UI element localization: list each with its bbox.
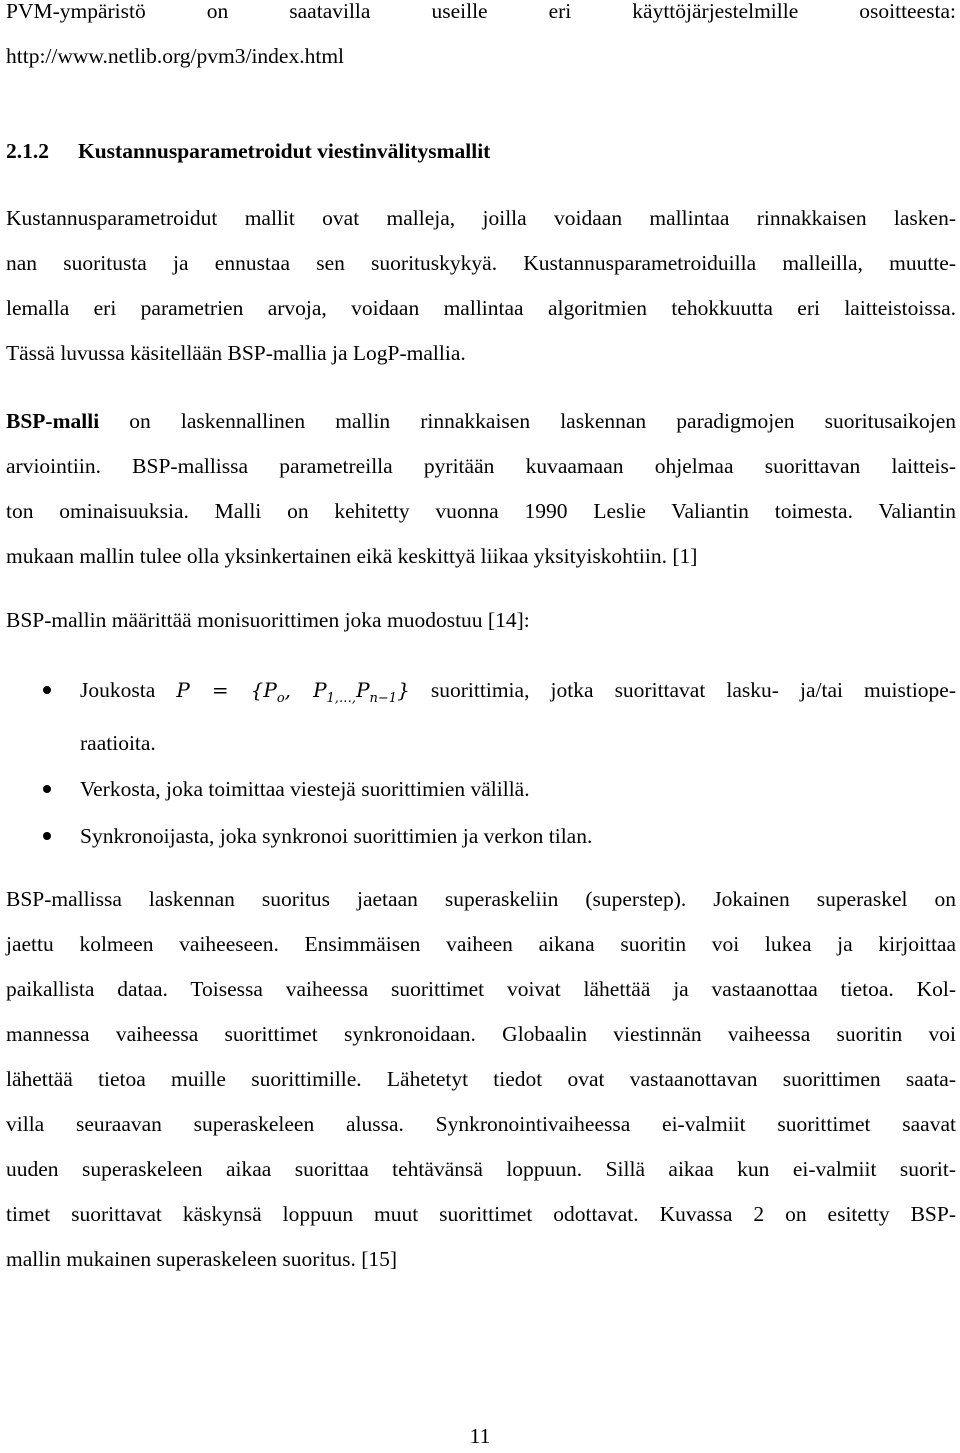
p4-line-3: paikallista dataa. Toisessa vaiheessa suorittimet voivat lähettää ja vastaanottaa tietoa. Kol- [6,977,956,1001]
bullet-2-text: Verkosta, joka toimittaa viestejä suorittimien välillä. [80,777,530,801]
page-number: 11 [469,1424,491,1448]
bullet-1-prefix: Joukosta [80,678,156,702]
section-title: Kustannusparametroidut viestinvälitysmallit [78,139,491,163]
p4-line-8: timet suorittavat käskynsä loppuun muut suorittimet odottavat. Kuvassa 2 on esitetty BSP- [6,1202,956,1226]
p1-line-4: Tässä luvussa käsitellään BSP-mallia ja LogP-mallia. [6,341,466,365]
p1-line-2: nan suoritusta ja ennustaa sen suorituskykyä. Kustannusparametroiduilla malleilla, muutte- [6,251,956,275]
paragraph-3 [6,598,956,643]
p2-line-2: arviointiin. BSP-mallissa parametreilla pyritään kuvaamaan ohjelmaa suorittavan laitteis- [6,454,956,478]
p2-line-1 [6,399,956,444]
intro-paragraph [6,0,956,79]
p3-line-1: BSP-mallin määrittää monisuorittimen joka muodostuu [14]: [6,608,530,632]
bullet-list [6,668,956,859]
processor-set-formula: $P = \{P_o$, $P_{1,\dots,}P_{n-1}$} [176,678,410,706]
bullet-1-line-2: raatioita. [80,731,156,755]
intro-line-1: PVM-ympäristö on saatavilla useille eri käyttöjärjestelmille osoitteesta: [6,0,956,23]
p4-line-4: mannessa vaiheessa suorittimet synkronoidaan. Globaalin viestinnän vaiheessa suoritin voi [6,1022,956,1046]
list-item [6,814,956,859]
bullet-icon [43,832,51,840]
bullet-icon [43,785,51,793]
bsp-malli-term: BSP-malli [6,409,100,433]
bullet-1-suffix: suorittimia, jotka suorittavat lasku- ja/tai muistiope- [430,678,957,702]
p1-line-3: lemalla eri parametrien arvoja, voidaan mallintaa algoritmien tehokkuutta eri laitteistoissa. [6,296,956,320]
p2-line-1-rest: on laskennallinen mallin rinnakkaisen laskennan paradigmojen suoritusaikojen [99,409,956,433]
p1-line-1: Kustannusparametroidut mallit ovat malleja, joilla voidaan mallintaa rinnakkaisen lasken- [6,206,956,230]
intro-url: http://www.netlib.org/pvm3/index.html [6,44,345,68]
p4-line-5: lähettää tietoa muille suorittimille. Lähetetyt tiedot ovat vastaanottavan suorittimen saata- [6,1067,956,1091]
bullet-1-line-1 [80,668,956,721]
paragraph-1 [6,196,956,376]
list-item [6,767,956,812]
paragraph-4 [6,877,956,1282]
p2-line-4: mukaan mallin tulee olla yksinkertainen eikä keskittyä liikaa yksityiskohtiin. [1] [6,544,698,568]
p4-line-2: jaettu kolmeen vaiheeseen. Ensimmäisen vaiheen aikana suoritin voi lukea ja kirjoittaa [6,932,956,956]
section-number: 2.1.2 [6,139,49,163]
p2-line-3: ton ominaisuuksia. Malli on kehitetty vuonna 1990 Leslie Valiantin toimesta. Valiantin [6,499,956,523]
section-heading [6,129,956,174]
p4-line-6: villa seuraavan superaskeleen alussa. Synkronointivaiheessa ei-valmiit suorittimet saavat [6,1112,956,1136]
p4-line-9: mallin mukainen superaskeleen suoritus. [15] [6,1247,398,1271]
bullet-icon [43,686,51,694]
p4-line-7: uuden superaskeleen aikaa suorittaa tehtävänsä loppuun. Sillä aikaa kun ei-valmiit suorit- [6,1157,956,1181]
paragraph-2 [6,399,956,579]
bullet-3-text: Synkronoijasta, joka synkronoi suorittimien ja verkon tilan. [80,824,593,848]
p4-line-1: BSP-mallissa laskennan suoritus jaetaan superaskeliin (superstep). Jokainen superaskel on [6,887,956,911]
list-item [6,668,956,766]
